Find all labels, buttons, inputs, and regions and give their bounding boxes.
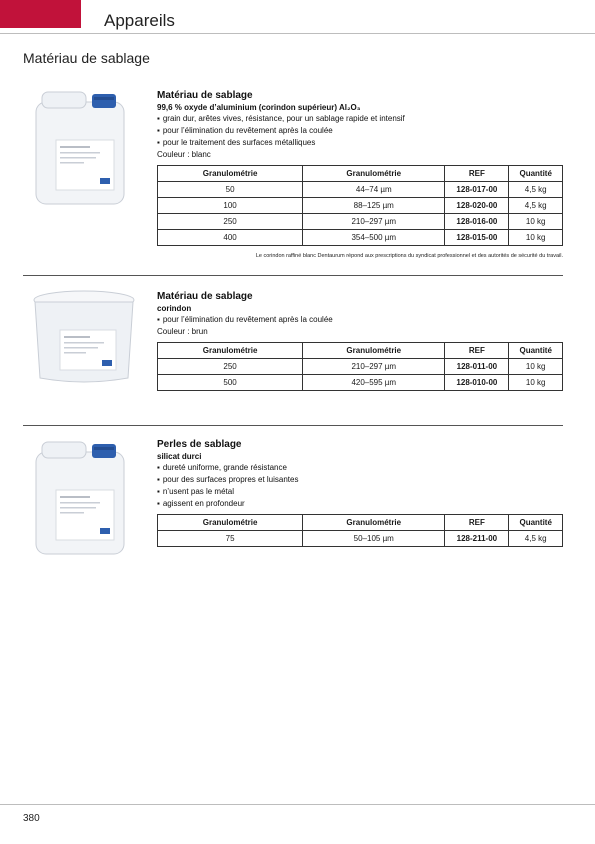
cell-size: 88–125 µm — [303, 198, 445, 214]
product-info — [157, 439, 563, 547]
cell-qty: 10 kg — [509, 375, 563, 391]
col-header-ref: REF — [445, 166, 509, 182]
feature-bullet: ▪ pour des surfaces propres et luisantes — [157, 474, 563, 486]
cell-size: 50–105 µm — [303, 531, 445, 547]
table-row — [158, 182, 563, 198]
cell-grain: 250 — [158, 359, 303, 375]
cell-ref: 128-016-00 — [445, 214, 509, 230]
col-header-qty: Quantité — [509, 343, 563, 359]
spec-table — [157, 514, 563, 547]
product-title: Perles de sablage — [157, 439, 242, 450]
table-row — [158, 214, 563, 230]
feature-bullet: ▪ grain dur, arêtes vives, résistance, pour un sablage rapide et intensif — [157, 113, 563, 125]
col-header-size: Granulométrie — [303, 166, 445, 182]
col-header-size: Granulométrie — [303, 515, 445, 531]
cell-qty: 4,5 kg — [509, 182, 563, 198]
col-header-grain: Granulométrie — [158, 343, 303, 359]
product-image-canister — [30, 88, 130, 211]
feature-bullet: ▪ agissent en profondeur — [157, 498, 563, 510]
cell-grain: 500 — [158, 375, 303, 391]
feature-bullet: ▪ pour l’élimination du revêtement après la coulée — [157, 125, 563, 137]
cell-grain: 250 — [158, 214, 303, 230]
cell-grain: 100 — [158, 198, 303, 214]
product-subtitle: silicat durci — [157, 452, 202, 461]
feature-bullet: ▪ pour l’élimination du revêtement après la coulée — [157, 314, 563, 326]
section-divider — [23, 275, 563, 276]
col-header-grain: Granulométrie — [158, 166, 303, 182]
product-title: Matériau de sablage — [157, 90, 253, 101]
col-header-qty: Quantité — [509, 515, 563, 531]
section-divider — [23, 425, 563, 426]
spec-table — [157, 342, 563, 391]
section-color-tab — [0, 0, 81, 28]
product-info — [157, 90, 563, 246]
table-row — [158, 359, 563, 375]
cell-ref: 128-015-00 — [445, 230, 509, 246]
footer-divider — [0, 804, 595, 805]
cell-ref: 128-010-00 — [445, 375, 509, 391]
cell-grain: 75 — [158, 531, 303, 547]
product-image-canister — [30, 438, 130, 561]
cell-qty: 10 kg — [509, 230, 563, 246]
cell-size: 420–595 µm — [303, 375, 445, 391]
table-header-row — [158, 515, 563, 531]
table-row — [158, 531, 563, 547]
cell-qty: 10 kg — [509, 359, 563, 375]
col-header-ref: REF — [445, 343, 509, 359]
col-header-qty: Quantité — [509, 166, 563, 182]
color-line: Couleur : brun — [157, 327, 208, 336]
footnote: Le corindon raffiné blanc Dentaurum répond aux prescriptions du syndicat professionnel et des autorités de sécurité du travail. — [255, 253, 563, 259]
cell-ref: 128-017-00 — [445, 182, 509, 198]
cell-grain: 50 — [158, 182, 303, 198]
product-subtitle: 99,6 % oxyde d’aluminium (corindon supérieur) Al₂O₃ — [157, 103, 361, 112]
feature-bullet: ▪ dureté uniforme, grande résistance — [157, 462, 563, 474]
cell-grain: 400 — [158, 230, 303, 246]
cell-qty: 4,5 kg — [509, 198, 563, 214]
cell-ref: 128-020-00 — [445, 198, 509, 214]
cell-ref: 128-211-00 — [445, 531, 509, 547]
product-info — [157, 291, 563, 391]
product-title: Matériau de sablage — [157, 291, 253, 302]
spec-table — [157, 165, 563, 246]
col-header-grain: Granulométrie — [158, 515, 303, 531]
cell-ref: 128-011-00 — [445, 359, 509, 375]
cell-qty: 4,5 kg — [509, 531, 563, 547]
col-header-ref: REF — [445, 515, 509, 531]
cell-qty: 10 kg — [509, 214, 563, 230]
col-header-size: Granulométrie — [303, 343, 445, 359]
table-row — [158, 230, 563, 246]
product-subtitle: corindon — [157, 304, 192, 313]
chapter-title: Appareils — [104, 11, 175, 30]
table-row — [158, 198, 563, 214]
feature-bullet: ▪ n’usent pas le métal — [157, 486, 563, 498]
feature-bullet: ▪ pour le traitement des surfaces métalliques — [157, 137, 563, 149]
cell-size: 210–297 µm — [303, 214, 445, 230]
page-heading: Matériau de sablage — [23, 50, 150, 66]
table-header-row — [158, 343, 563, 359]
cell-size: 210–297 µm — [303, 359, 445, 375]
table-header-row — [158, 166, 563, 182]
table-row — [158, 375, 563, 391]
page-number: 380 — [23, 813, 40, 824]
color-line: Couleur : blanc — [157, 150, 211, 159]
cell-size: 354–500 µm — [303, 230, 445, 246]
product-image-bucket — [30, 290, 140, 391]
header-divider — [0, 33, 595, 34]
cell-size: 44–74 µm — [303, 182, 445, 198]
